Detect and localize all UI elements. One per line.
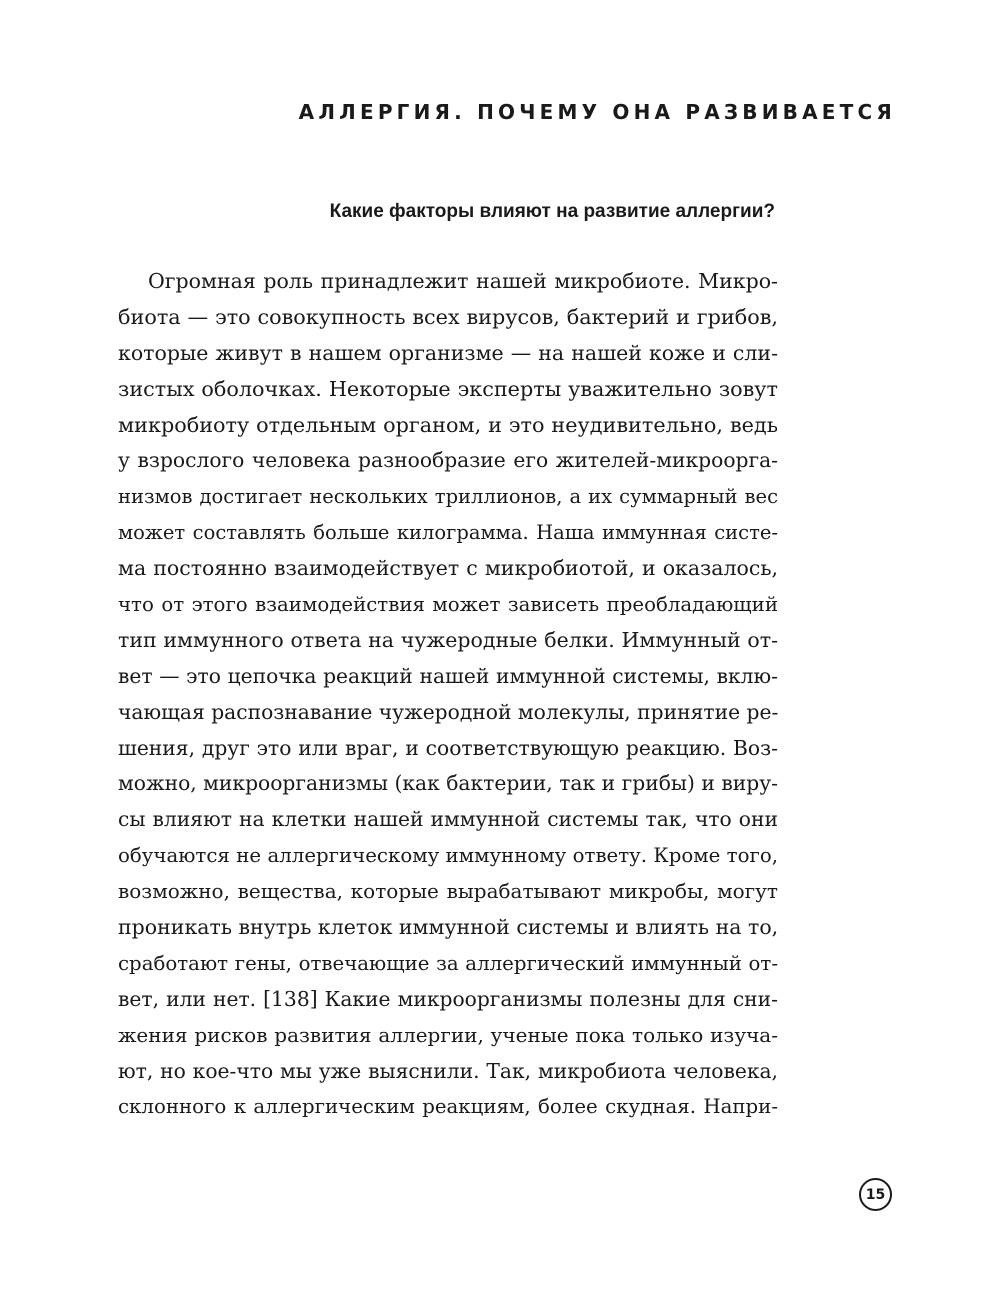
text-line: сы влияют на клетки нашей иммунной системы так, что они [118, 807, 778, 832]
text-line: что от этого взаимодействия может зависеть преобладающий [118, 593, 778, 617]
page-number: 15 [865, 1186, 886, 1203]
text-line: шения, друг это или враг, и соответствующую реакцию. Воз- [118, 735, 778, 760]
text-line: склонного к аллергическим реакциям, более скудная. Напри- [118, 1095, 778, 1119]
text-line: зистых оболочках. Некоторые эксперты уважительно зовут [118, 376, 778, 401]
text-line: тип иммунного ответа на чужеродные белки. Иммунный от- [118, 627, 778, 652]
text-line: биота — это совокупность всех вирусов, бактерий и грибов, [118, 304, 778, 329]
text-line: чающая распознавание чужеродной молекулы, принятие ре- [118, 699, 779, 724]
text-line: жения рисков развития аллергии, ученые пока только изуча- [118, 1022, 778, 1047]
text-line: микробиоту отдельным органом, и это неудивительно, ведь [118, 412, 778, 437]
text-line: вет, или нет. [138] Какие микроорганизмы полезны для сни- [118, 986, 778, 1011]
text-line: возможно, вещества, которые вырабатывают микробы, могут [118, 879, 778, 904]
body-paragraph [118, 264, 778, 1125]
text-line: у взрослого человека разнообразие его жителей-микроорга- [118, 448, 778, 473]
text-line: сработают гены, отвечающие за аллергический иммунный от- [118, 951, 778, 975]
text-line: которые живут в нашем организме — на нашей коже и сли- [118, 340, 778, 365]
text-line: Огромная роль принадлежит нашей микробиоте. Микро- [148, 269, 778, 293]
section-heading: Какие факторы влияют на развитие аллергии? [329, 201, 775, 222]
text-line: низмов достигает нескольких триллионов, а их суммарный вес [118, 485, 778, 509]
text-line: может составлять больше килограмма. Наша иммунная систе- [118, 521, 778, 545]
page-number-badge [859, 1178, 892, 1211]
text-line: ют, но кое-что мы уже выяснили. Так, микробиота человека, [118, 1058, 778, 1083]
text-line: ма постоянно взаимодействует с микробиотой, и оказалось, [118, 556, 778, 581]
text-line: проникать внутрь клеток иммунной системы и влиять на то, [118, 915, 779, 940]
text-line: вет — это цепочка реакций нашей иммунной системы, вклю- [118, 663, 778, 688]
running-header: АЛЛЕРГИЯ. ПОЧЕМУ ОНА РАЗВИВАЕТСЯ [298, 100, 896, 124]
text-line: обучаются не аллергическому иммунному ответу. Кроме того, [118, 844, 778, 868]
text-line: можно, микроорганизмы (как бактерии, так и грибы) и виру- [118, 771, 778, 796]
